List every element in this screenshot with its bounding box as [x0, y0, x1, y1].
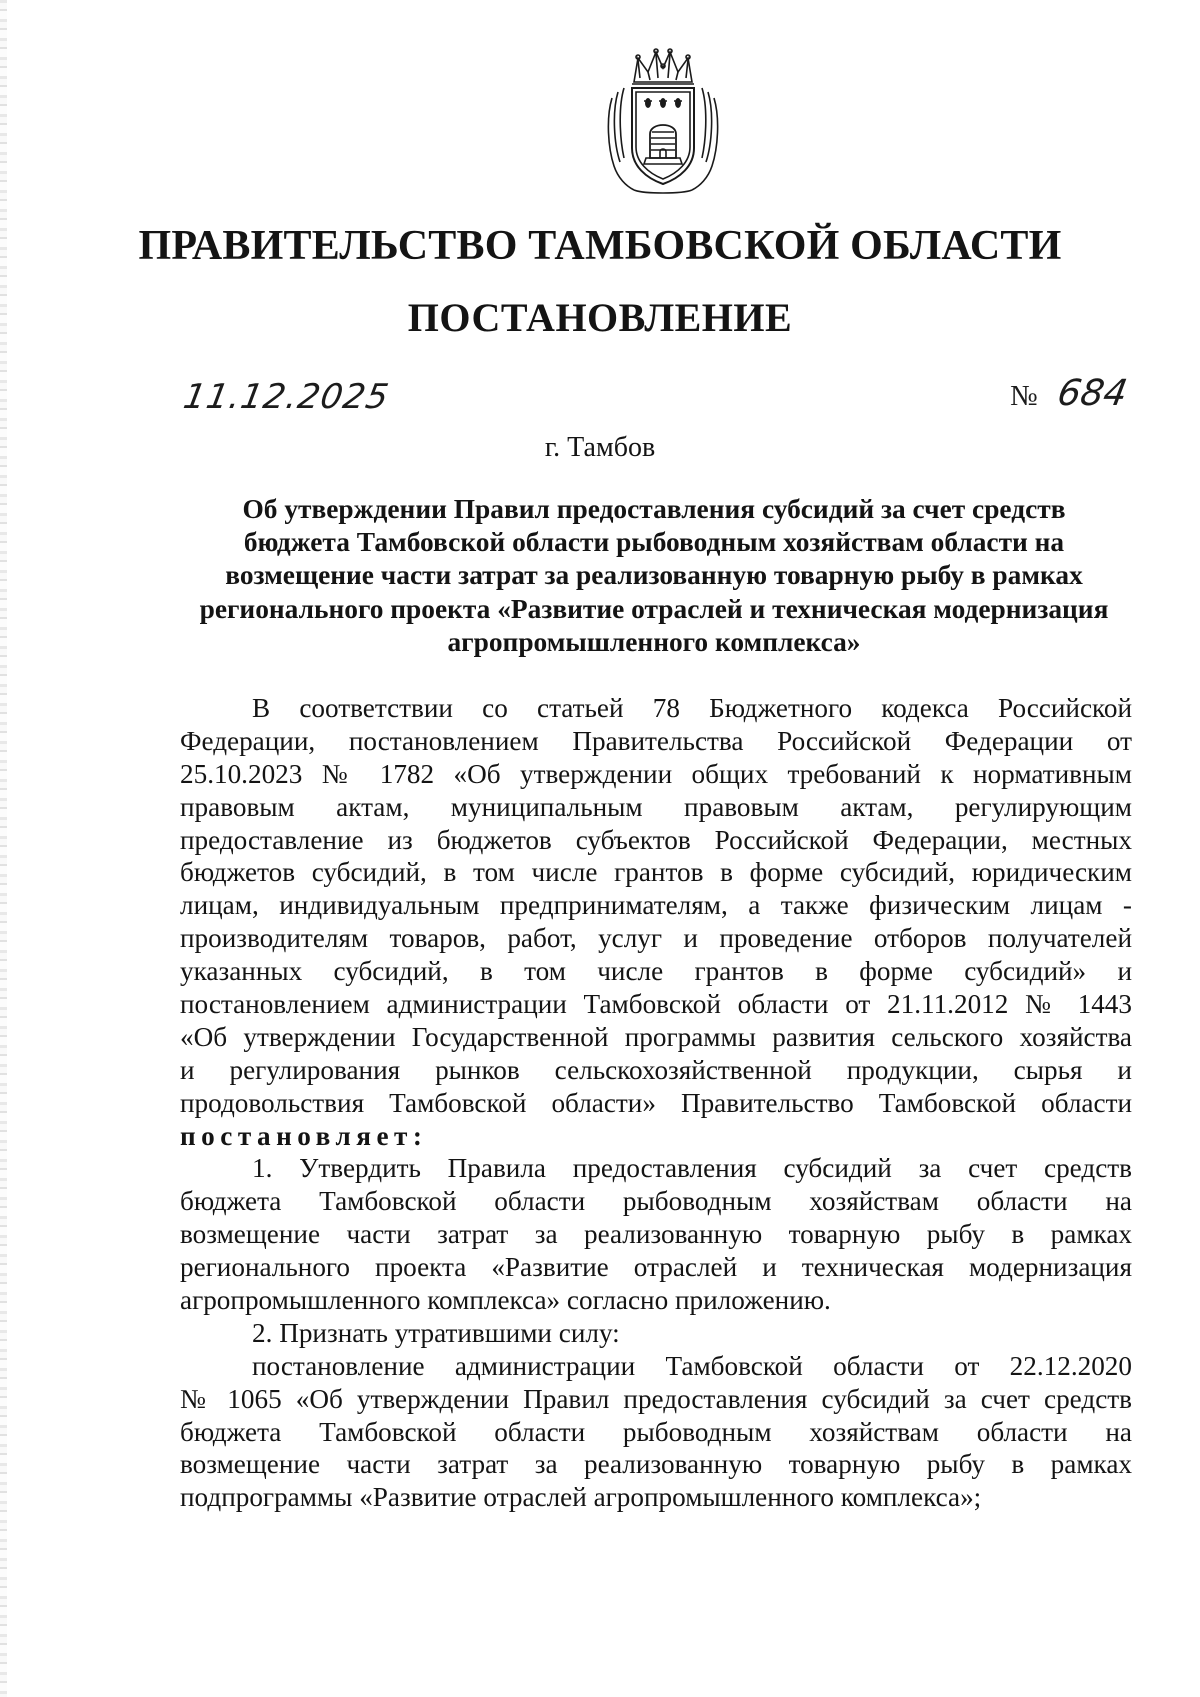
body-line: подпрограммы «Развитие отраслей агропромышленного комплекса»;	[180, 1482, 982, 1513]
body-line: и регулирования рынков сельскохозяйственной продукции, сырья и	[180, 1054, 1132, 1085]
body-line: продовольствия Тамбовской области» Правительство Тамбовской области	[180, 1087, 1132, 1118]
body-line: агропромышленного комплекса» согласно приложению.	[180, 1285, 831, 1316]
number-value: 684	[1054, 373, 1131, 414]
subject-line: Об утверждении Правил предоставления субсидий за счет средств	[242, 494, 1066, 524]
body-line: бюджета Тамбовской области рыбоводным хозяйствам области на	[180, 1416, 1132, 1447]
body-line: 1. Утвердить Правила предоставления субсидий за счет средств	[252, 1153, 1132, 1184]
body-line: «Об утверждении Государственной программы развития сельского хозяйства	[180, 1021, 1132, 1052]
subject-line: возмещение части затрат за реализованную товарную рыбу в рамках	[225, 560, 1083, 591]
body-line: предоставление из бюджетов субъектов Российской Федерации, местных	[180, 824, 1132, 855]
body-line: регионального проекта «Развитие отраслей и техническая модернизация	[180, 1252, 1132, 1283]
body-line: правовым актам, муниципальным правовым актам, регулирующим	[180, 791, 1132, 822]
document-body	[180, 692, 1132, 1514]
body-line: 25.10.2023 № 1782 «Об утверждении общих требований к нормативным	[180, 758, 1132, 789]
organization-title: ПРАВИТЕЛЬСТВО ТАМБОВСКОЙ ОБЛАСТИ	[138, 223, 1062, 269]
body-line: № 1065 «Об утверждении Правил предоставления субсидий за счет средств	[180, 1383, 1132, 1414]
document-subject	[176, 493, 1132, 659]
resolves-keyword: постановляет:	[180, 1120, 428, 1151]
subject-line: регионального проекта «Развитие отраслей и техническая модернизация	[199, 593, 1109, 624]
body-line: В соответствии со статьей 78 Бюджетного кодекса Российской	[252, 693, 1132, 723]
document-date: 11.12.2025	[180, 377, 393, 417]
number-sign: №	[1010, 380, 1038, 412]
subject-line: бюджета Тамбовской области рыбоводным хозяйствам области на	[243, 527, 1065, 558]
body-line: постановление администрации Тамбовской области от 22.12.2020	[252, 1350, 1132, 1381]
body-line: Федерации, постановлением Правительства Российской Федерации от	[180, 725, 1132, 756]
document-number	[1010, 373, 1131, 414]
body-line: лицам, индивидуальным предпринимателям, а также физическим лицам -	[180, 890, 1132, 921]
body-line: производителям товаров, работ, услуг и проведение отборов получателей	[180, 923, 1132, 954]
subject-line: агропромышленного комплекса»	[447, 626, 861, 657]
coat-of-arms-icon	[604, 48, 722, 194]
body-line: возмещение части затрат за реализованную товарную рыбу в рамках	[180, 1219, 1132, 1250]
city-line: г. Тамбов	[544, 432, 656, 463]
document-type-title: ПОСТАНОВЛЕНИЕ	[407, 295, 793, 340]
body-line: бюджета Тамбовской области рыбоводным хозяйствам области на	[180, 1186, 1132, 1217]
body-line: постановлением администрации Тамбовской области от 21.11.2012 № 1443	[180, 989, 1132, 1020]
body-line: возмещение части затрат за реализованную товарную рыбу в рамках	[180, 1449, 1132, 1480]
body-line: указанных субсидий, в том числе грантов в форме субсидий» и	[180, 956, 1132, 987]
body-line: бюджетов субсидий, в том числе грантов в форме субсидий, юридическим	[180, 857, 1132, 888]
body-line: 2. Признать утратившими силу:	[252, 1317, 620, 1348]
